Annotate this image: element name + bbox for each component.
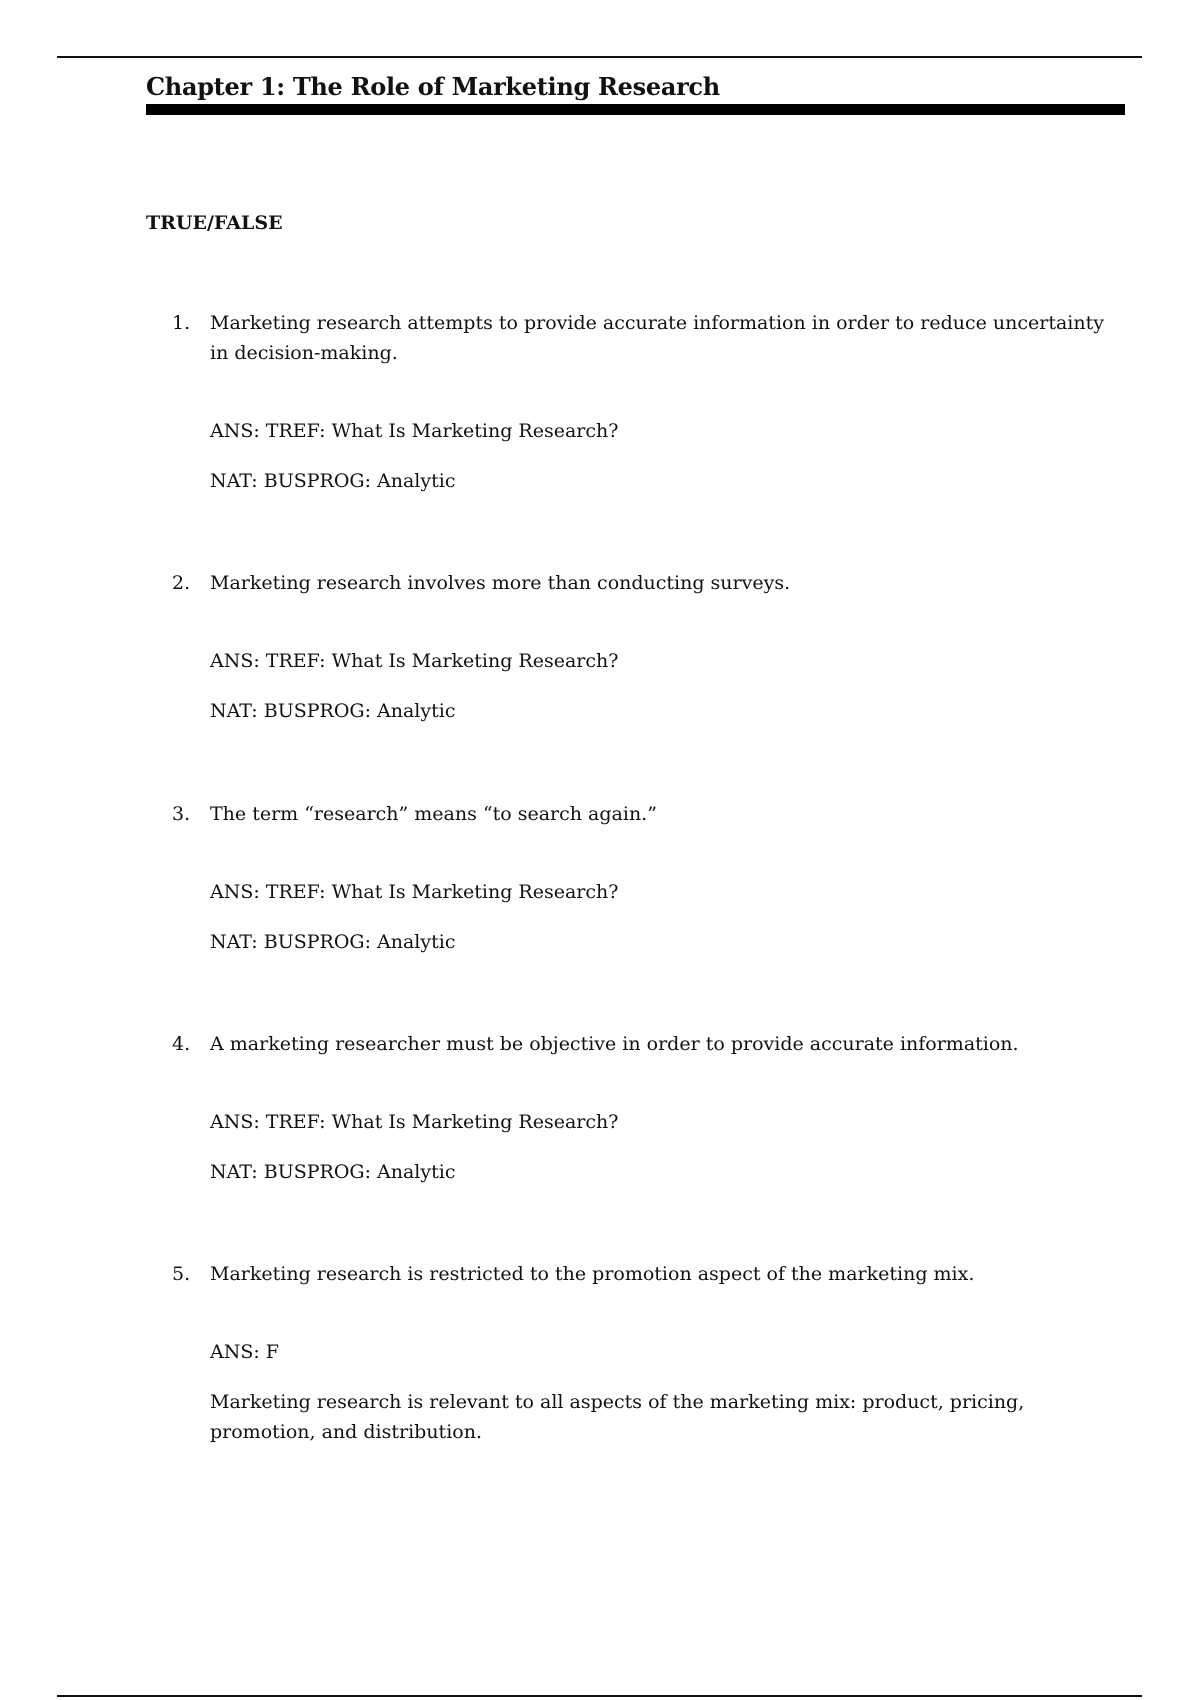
answer-line: ANS: TREF: What Is Marketing Research?: [210, 650, 619, 672]
answer-explanation: Marketing research is relevant to all aspects of the marketing mix: product, pricing, promotion, and distribution.: [210, 1391, 1025, 1443]
nat-line: NAT: BUSPROG: Analytic: [210, 700, 456, 722]
section-heading: TRUE/FALSE: [146, 212, 283, 234]
question-text: Marketing research involves more than conducting surveys.: [210, 572, 791, 594]
question-number: 1.: [172, 312, 191, 334]
answer-line: ANS: TREF: What Is Marketing Research?: [210, 881, 619, 903]
question-row: [172, 568, 1122, 598]
question-text: The term “research” means “to search again.”: [210, 803, 657, 825]
answer-line: ANS: TREF: What Is Marketing Research?: [210, 1111, 619, 1133]
question-number: 5.: [172, 1263, 191, 1285]
nat-line: NAT: BUSPROG: Analytic: [210, 1161, 456, 1183]
question-row: [172, 308, 1122, 368]
question-number: 4.: [172, 1033, 191, 1055]
bottom-page-rule: [57, 1695, 1142, 1697]
question-4: [172, 1029, 1122, 1187]
nat-line: NAT: BUSPROG: Analytic: [210, 931, 456, 953]
chapter-title: Chapter 1: The Role of Marketing Research: [146, 72, 720, 101]
question-row: [172, 1259, 1122, 1289]
question-text: Marketing research attempts to provide accurate information in order to reduce uncertainty in decision-making.: [210, 312, 1104, 364]
title-underline-bar: [146, 104, 1125, 115]
nat-line: NAT: BUSPROG: Analytic: [210, 470, 456, 492]
top-page-rule: [57, 56, 1142, 58]
question-3: [172, 799, 1122, 957]
question-1: [172, 308, 1122, 496]
answer-line: ANS: F: [210, 1341, 279, 1363]
question-text: A marketing researcher must be objective in order to provide accurate information.: [210, 1033, 1019, 1055]
question-text: Marketing research is restricted to the promotion aspect of the marketing mix.: [210, 1263, 975, 1285]
question-number: 2.: [172, 572, 191, 594]
answer-line: ANS: TREF: What Is Marketing Research?: [210, 420, 619, 442]
question-5: [172, 1259, 1122, 1447]
question-row: [172, 1029, 1122, 1059]
question-number: 3.: [172, 803, 191, 825]
question-2: [172, 568, 1122, 726]
question-row: [172, 799, 1122, 829]
